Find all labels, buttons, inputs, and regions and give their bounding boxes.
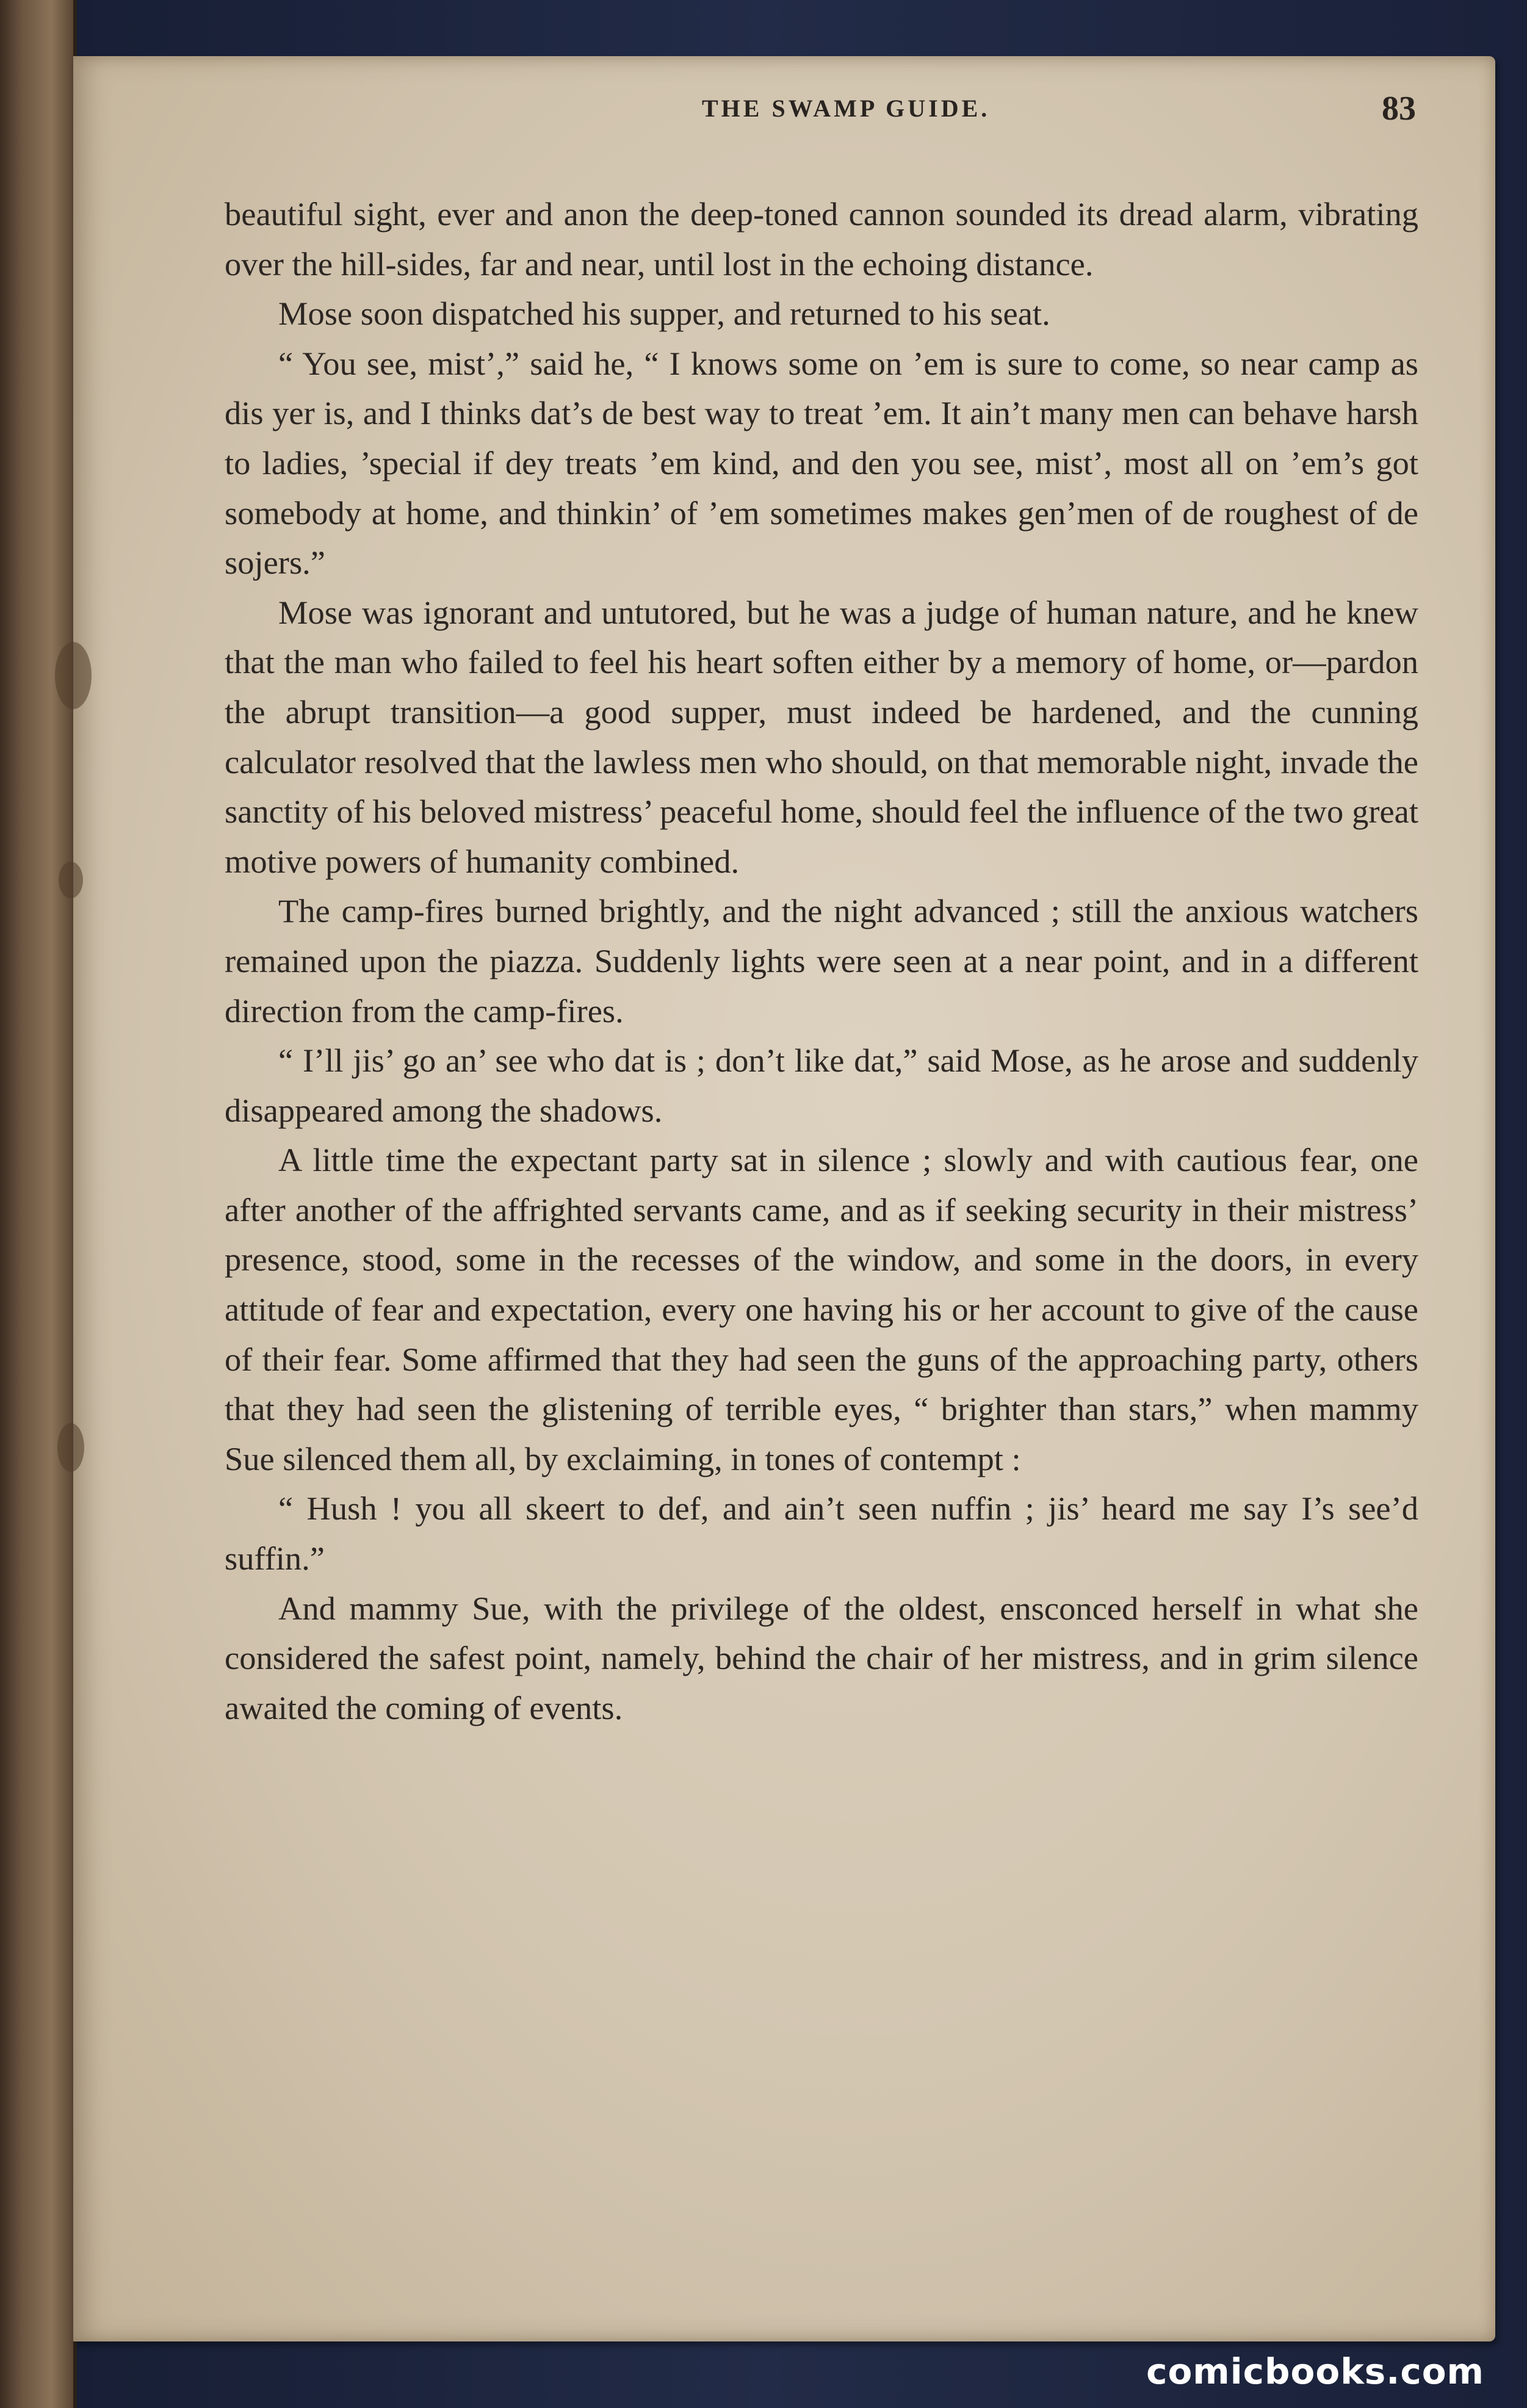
- page-damage-mark: [57, 1423, 84, 1472]
- page-damage-mark: [59, 862, 83, 898]
- paragraph: Mose soon dispatched his supper, and returned to his seat.: [278, 295, 1050, 333]
- paragraph: A little time the expectant party sat in silence ; slowly and with cautious fear, one after another of the affrighted servants came, and as if seeking security in their mistress’ presence, stood, some in the recesses of the window, and some in the doors, in every attitude of fear and expectation, every one having his or her account to give of the cause of their fear. Some affirmed that they had seen the guns of the approaching party, others that they had seen the glistening of terrible eyes, “ brighter than stars,” when mammy Sue silenced them all, by exclaiming, in tones of contempt :: [225, 1141, 1418, 1477]
- body-text: [225, 189, 1418, 1732]
- paragraph: beautiful sight, ever and anon the deep-toned cannon sounded its dread alarm, vibrating over the hill-sides, far and near, until lost in the echoing distance.: [225, 195, 1418, 283]
- paragraph: “ I’ll jis’ go an’ see who dat is ; don’t like dat,” said Mose, as he arose and suddenly disappeared among the shadows.: [225, 1042, 1418, 1129]
- running-title: THE SWAMP GUIDE.: [702, 95, 991, 122]
- paragraph: “ You see, mist’,” said he, “ I knows some on ’em is sure to come, so near camp as dis yer is, and I thinks dat’s de best way to treat ’em. It ain’t many men can behave harsh to ladies, ’special if dey treats ’em kind, and den you see, mist’, most all on ’em’s got somebody at home, and thinkin’ of ’em sometimes makes gen’men of de roughest of de sojers.”: [225, 344, 1418, 582]
- page-number: 83: [1382, 90, 1416, 128]
- paragraph: “ Hush ! you all skeert to def, and ain’t seen nuffin ; jis’ heard me say I’s see’d suffin.”: [225, 1490, 1418, 1577]
- paragraph: And mammy Sue, with the privilege of the oldest, ensconced herself in what she considered the safest point, namely, behind the chair of her mistress, and in grim silence awaited the coming of events.: [225, 1589, 1418, 1726]
- page-damage-mark: [55, 642, 92, 709]
- watermark: comicbooks.com: [1146, 2351, 1484, 2392]
- paragraph: Mose was ignorant and untutored, but he was a judge of human nature, and he knew that the man who failed to feel his heart soften either by a memory of home, or—pardon the abrupt transition—a good supper, must indeed be hardened, and the cunning calculator resolved that the lawless men who should, on that memorable night, invade the sanctity of his beloved mistress’ peaceful home, should feel the influence of the two great motive powers of humanity combined.: [225, 593, 1418, 880]
- book-page: [73, 56, 1495, 2341]
- page-header: [232, 90, 1495, 143]
- paragraph: The camp-fires burned brightly, and the night advanced ; still the anxious watchers remained upon the piazza. Suddenly lights were seen at a near point, and in a different direction from the camp-fires.: [225, 892, 1418, 1029]
- book-spine-edge: [0, 0, 77, 2408]
